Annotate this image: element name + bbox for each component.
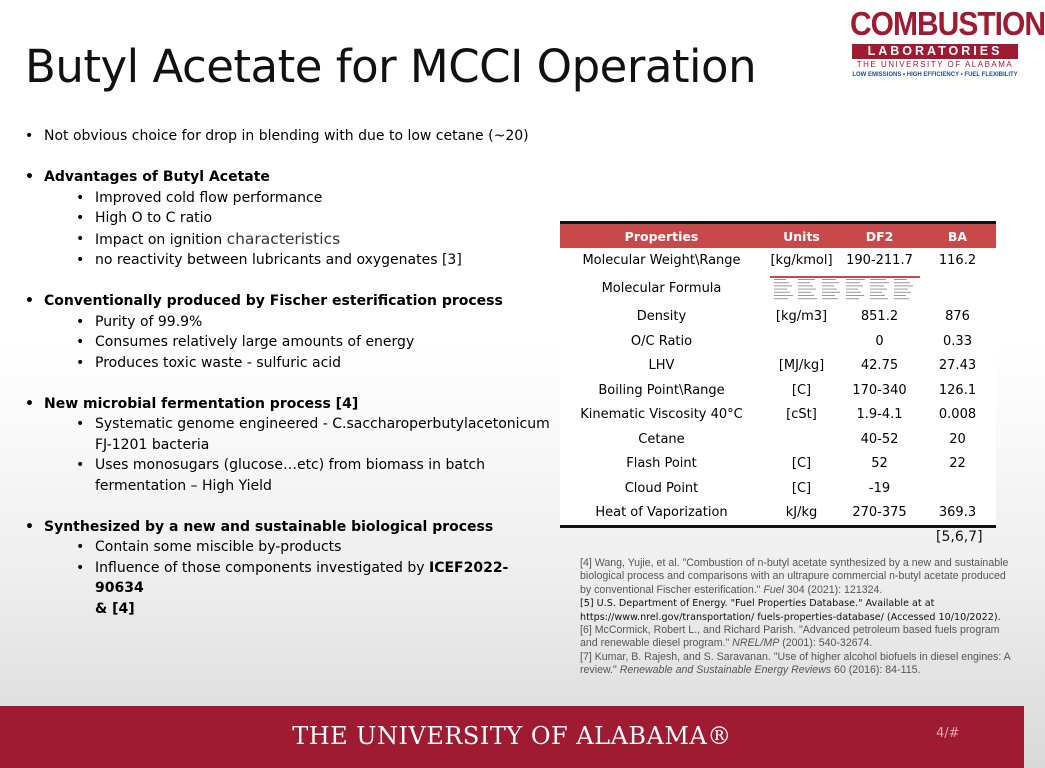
cell-units: [cSt] bbox=[763, 403, 840, 428]
bullet-text: New microbial fermentation process [4] bbox=[44, 395, 359, 412]
cell-property: Kinematic Viscosity 40°C bbox=[560, 403, 763, 428]
bullet-text: Purity of 99.9% bbox=[95, 313, 203, 330]
properties-table-wrapper bbox=[560, 221, 996, 528]
bullet-dot: • bbox=[25, 518, 34, 535]
sub-bullet-item bbox=[25, 208, 555, 229]
header-units: Units bbox=[763, 223, 840, 249]
bullet-dot: • bbox=[76, 210, 85, 226]
bullet-text: Conventionally produced by Fischer esterification process bbox=[44, 293, 503, 309]
ref-text: (2001): 540-32674. bbox=[779, 637, 873, 650]
properties-table bbox=[560, 221, 996, 528]
cell-units: [C] bbox=[763, 378, 840, 403]
bullet-text: FJ-1201 bacteria bbox=[95, 436, 210, 453]
sub-bullet-item bbox=[25, 537, 555, 558]
cell-units: [C] bbox=[763, 476, 840, 501]
bullet-item bbox=[25, 517, 555, 538]
university-name: THE UNIVERSITY OF ALABAMA® bbox=[292, 722, 732, 750]
cell-df2: 1.9-4.1 bbox=[840, 403, 919, 428]
sub-bullet-item bbox=[25, 188, 555, 209]
cell-property: LHV bbox=[560, 354, 763, 379]
bullet-item bbox=[25, 394, 555, 415]
cell-df2: 851.2 bbox=[840, 305, 919, 330]
ref-text: [5] U.S. Department of Energy. "Fuel Properties Database." Available at at bbox=[580, 598, 935, 610]
bullet-text: Synthesized by a new and sustainable biological process bbox=[44, 518, 494, 535]
cell-ba: 0.33 bbox=[919, 329, 996, 354]
cell-ba: 116.2 bbox=[919, 248, 996, 273]
cell-df2: 0 bbox=[840, 329, 919, 354]
table-row bbox=[560, 403, 996, 428]
bullet-text: Improved cold flow performance bbox=[95, 189, 323, 206]
bullet-dot: • bbox=[76, 313, 85, 330]
cell-property: Boiling Point\Range bbox=[560, 378, 763, 403]
cell-ba: 22 bbox=[919, 452, 996, 477]
cell-property: Heat of Vaporization bbox=[560, 501, 763, 527]
cell-ba: 876 bbox=[919, 305, 996, 330]
reference-5 bbox=[580, 597, 1012, 624]
bullet-dot: • bbox=[76, 189, 85, 206]
bullet-dot: • bbox=[25, 395, 34, 412]
cell-units: [kg/kmol] bbox=[763, 248, 840, 273]
bullet-dot: • bbox=[25, 169, 34, 185]
combustion-laboratories-logo bbox=[850, 6, 1045, 80]
sub-bullet-item bbox=[25, 353, 555, 374]
bullet-dot: • bbox=[76, 334, 85, 350]
header-properties: Properties bbox=[560, 223, 763, 249]
page-number: 4/# bbox=[936, 726, 960, 741]
bullet-item bbox=[25, 167, 555, 188]
cell-ba: 369.3 bbox=[919, 501, 996, 527]
sub-bullet-item bbox=[25, 250, 555, 271]
table-row bbox=[560, 378, 996, 403]
cell-df2: -19 bbox=[840, 476, 919, 501]
logo-line-4: LOW EMISSIONS • HIGH EFFICIENCY • FUEL FLEXIBILITY bbox=[852, 72, 1018, 78]
slide-title: Butyl Acetate for MCCI Operation bbox=[25, 40, 757, 93]
bullet-text: Advantages of Butyl Acetate bbox=[44, 169, 270, 185]
ref-journal: NREL/MP bbox=[732, 637, 780, 650]
cell-df2: 52 bbox=[840, 452, 919, 477]
bullet-text: Uses monosugars (glucose…etc) from biomass in batch bbox=[95, 457, 486, 473]
cell-ba: 0.008 bbox=[919, 403, 996, 428]
sub-bullet-item bbox=[25, 312, 555, 333]
bullet-text: fermentation – High Yield bbox=[95, 477, 272, 494]
bullet-text: & [4] bbox=[95, 600, 135, 617]
cell-df2: 190-211.7 bbox=[840, 248, 919, 273]
reference-4 bbox=[580, 557, 1012, 597]
cell-property: Density bbox=[560, 305, 763, 330]
bullet-text: Contain some miscible by-products bbox=[95, 539, 342, 555]
table-row bbox=[560, 273, 996, 305]
bullet-text: Influence of those components investigated by bbox=[95, 559, 429, 576]
sub-bullet-item bbox=[25, 558, 555, 599]
bullet-dot: • bbox=[76, 457, 85, 473]
references bbox=[580, 557, 1012, 678]
ref-text: [6] McCormick, Robert L., and Richard Parish. "Advanced petroleum based fuels program and renewable diesel program." bbox=[580, 624, 1000, 650]
sub-bullet-item bbox=[25, 229, 555, 251]
sub-bullet-continuation bbox=[25, 476, 555, 497]
reference-6 bbox=[580, 624, 1012, 651]
ref-text: [4] Wang, Yujie, et al. "Combustion of n-butyl acetate synthesized by a new and sustainable biological process and comparisons with an ultrapure commercial n-butyl acetate produced by conventional Fischer esterification." bbox=[580, 557, 1009, 596]
logo-line-2: LABORATORIES bbox=[852, 44, 1018, 59]
cell-ba bbox=[919, 273, 996, 305]
cell-units: [kg/m3] bbox=[763, 305, 840, 330]
ref-url: https://www.nrel.gov/transportation/ fuels-properties-database/ (Accessed 10/10/2022). bbox=[580, 611, 1001, 623]
cell-property: Cloud Point bbox=[560, 476, 763, 501]
cell-ba: 126.1 bbox=[919, 378, 996, 403]
cell-property: Cetane bbox=[560, 427, 763, 452]
bullet-text: Produces toxic waste - sulfuric acid bbox=[95, 354, 342, 371]
table-row bbox=[560, 329, 996, 354]
bullet-item bbox=[25, 126, 555, 147]
bullet-dot: • bbox=[25, 128, 34, 144]
cell-property: Molecular Weight\Range bbox=[560, 248, 763, 273]
cell-units bbox=[763, 329, 840, 354]
reference-7 bbox=[580, 651, 1012, 678]
cell-ba: 27.43 bbox=[919, 354, 996, 379]
table-row bbox=[560, 452, 996, 477]
logo-line-1: COMBUSTION bbox=[850, 6, 1045, 43]
bullet-dot: • bbox=[76, 539, 85, 555]
bullet-dot: • bbox=[76, 559, 85, 576]
table-row bbox=[560, 427, 996, 452]
cell-df2: 42.75 bbox=[840, 354, 919, 379]
cell-units: kJ/kg bbox=[763, 501, 840, 527]
embedded-table-image-wrap bbox=[770, 276, 920, 306]
embedded-table-image bbox=[770, 276, 920, 302]
header-df2: DF2 bbox=[840, 223, 919, 249]
ref-journal: Fuel bbox=[763, 583, 784, 596]
cell-df2: 40-52 bbox=[840, 427, 919, 452]
cell-units bbox=[763, 427, 840, 452]
cell-property: O/C Ratio bbox=[560, 329, 763, 354]
cell-df2: 170-340 bbox=[840, 378, 919, 403]
header-ba: BA bbox=[919, 223, 996, 249]
cell-property: Molecular Formula bbox=[560, 273, 763, 305]
bullet-list bbox=[25, 126, 555, 619]
bullet-dot: • bbox=[76, 230, 85, 247]
cell-units: [MJ/kg] bbox=[763, 354, 840, 379]
cell-df2: 270-375 bbox=[840, 501, 919, 527]
cell-units: [C] bbox=[763, 452, 840, 477]
sub-bullet-continuation bbox=[25, 435, 555, 456]
ref-text: [7] Kumar, B. Rajesh, and S. Saravanan. "Use of higher alcohol biofuels in diesel engines: A review." bbox=[580, 650, 1011, 677]
bullet-text-larger: characteristics bbox=[226, 229, 341, 248]
bullet-dot: • bbox=[25, 293, 34, 309]
table-source: [5,6,7] bbox=[936, 529, 983, 545]
table-header-row bbox=[560, 223, 996, 249]
table-row bbox=[560, 501, 996, 527]
cell-ba: 20 bbox=[919, 427, 996, 452]
table-row bbox=[560, 248, 996, 273]
bullet-text: Not obvious choice for drop in blending with due to low cetane (~20) bbox=[44, 128, 529, 144]
cell-ba bbox=[919, 476, 996, 501]
table-row bbox=[560, 476, 996, 501]
ref-text: 60 (2016): 84-115. bbox=[831, 664, 921, 677]
bullet-text: Impact on ignition bbox=[95, 231, 227, 248]
logo-line-3: THE UNIVERSITY OF ALABAMA bbox=[856, 60, 1014, 69]
sub-bullet-continuation bbox=[25, 599, 555, 620]
paper-id: ICEF2022-90634 bbox=[95, 559, 509, 596]
bullet-dot: • bbox=[76, 354, 85, 371]
bullet-text: Consumes relatively large amounts of energy bbox=[95, 334, 415, 350]
footer-bar bbox=[0, 706, 1024, 768]
bullet-text: Systematic genome engineered - C.saccharoperbutylacetonicum bbox=[95, 416, 550, 432]
bullet-text: no reactivity between lubricants and oxygenates [3] bbox=[95, 252, 462, 268]
cell-df2 bbox=[840, 273, 919, 305]
bullet-text: High O to C ratio bbox=[95, 210, 213, 226]
sub-bullet-item bbox=[25, 332, 555, 353]
bullet-dot: • bbox=[76, 416, 85, 432]
table-row bbox=[560, 305, 996, 330]
bullet-item bbox=[25, 291, 555, 312]
ref-journal: Renewable and Sustainable Energy Reviews bbox=[619, 664, 832, 677]
ref-text: 304 (2021): 121324. bbox=[783, 583, 883, 596]
sub-bullet-item bbox=[25, 414, 555, 435]
cell-property: Flash Point bbox=[560, 452, 763, 477]
sub-bullet-item bbox=[25, 455, 555, 476]
table-row bbox=[560, 354, 996, 379]
bullet-dot: • bbox=[76, 252, 85, 268]
